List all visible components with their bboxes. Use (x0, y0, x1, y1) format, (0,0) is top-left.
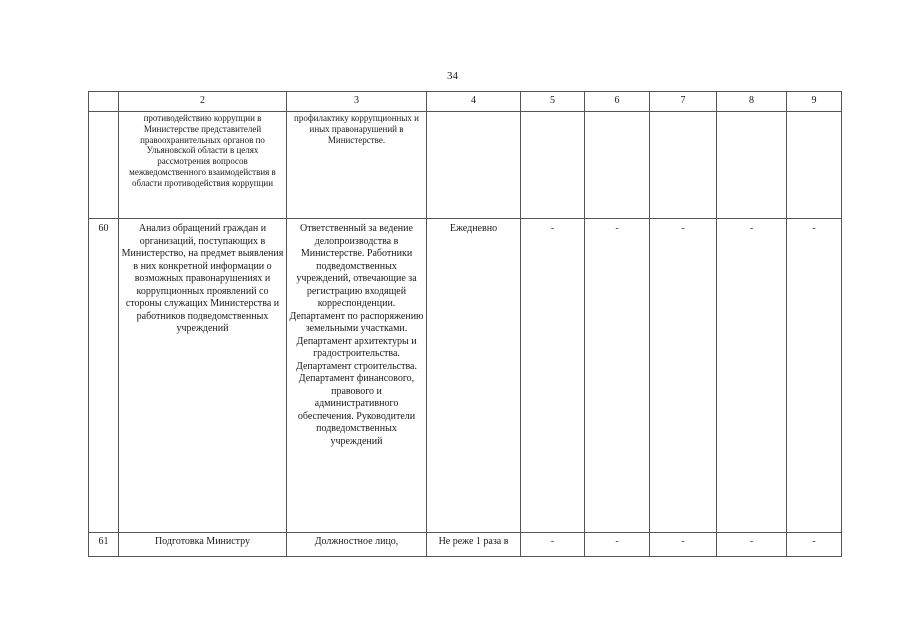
value-cell (787, 112, 842, 219)
value-cell: - (585, 219, 650, 533)
responsible-cell: Ответственный за ведение делопроизводства в Министерстве. Работники подведомственных учреждений, отвечающие за регистрацию входящей корреспонденции. Департамент по распоряжению земельными участками. Департамент архитектуры и градостроительства. Департамент строительства. Департамент финансового, правового и административного обеспечения. Руководители подведомственных учреждений (287, 219, 427, 533)
value-cell: - (585, 533, 650, 557)
value-cell (521, 112, 585, 219)
deadline-cell (427, 112, 521, 219)
column-header: 3 (287, 92, 427, 112)
responsible-cell: Должностное лицо, (287, 533, 427, 557)
responsible-cell: профилактику коррупционных и иных правонарушений в Министерстве. (287, 112, 427, 219)
value-cell: - (521, 219, 585, 533)
row-number-cell (89, 112, 119, 219)
value-cell (650, 112, 717, 219)
value-cell: - (521, 533, 585, 557)
deadline-cell: Ежедневно (427, 219, 521, 533)
value-cell: - (787, 219, 842, 533)
table-header-row (89, 92, 842, 112)
column-header: 6 (585, 92, 650, 112)
row-number-cell: 60 (89, 219, 119, 533)
deadline-cell: Не реже 1 раза в (427, 533, 521, 557)
column-header: 2 (119, 92, 287, 112)
column-header: 5 (521, 92, 585, 112)
value-cell: - (787, 533, 842, 557)
activity-cell: Анализ обращений граждан и организаций, поступающих в Министерство, на предмет выявления в них конкретной информации о возможных правонарушениях и коррупционных проявлений со стороны служащих Министерства и работников подведомственных учреждений (119, 219, 287, 533)
column-header: 9 (787, 92, 842, 112)
value-cell: - (650, 219, 717, 533)
table-row (89, 533, 842, 557)
value-cell: - (650, 533, 717, 557)
column-header: 4 (427, 92, 521, 112)
column-header: 8 (717, 92, 787, 112)
table-row (89, 219, 842, 533)
page-number: 34 (447, 70, 458, 82)
activity-cell: Подготовка Министру (119, 533, 287, 557)
activity-cell: противодействию коррупции в Министерстве представителей правоохранительных органов по Ульяновской области в целях рассмотрения вопросов межведомственного взаимодействия в области противодействия коррупции (119, 112, 287, 219)
action-plan-table (88, 91, 842, 557)
column-header: 7 (650, 92, 717, 112)
value-cell (585, 112, 650, 219)
column-header (89, 92, 119, 112)
value-cell: - (717, 533, 787, 557)
row-number-cell: 61 (89, 533, 119, 557)
value-cell: - (717, 219, 787, 533)
value-cell (717, 112, 787, 219)
table-row (89, 112, 842, 219)
